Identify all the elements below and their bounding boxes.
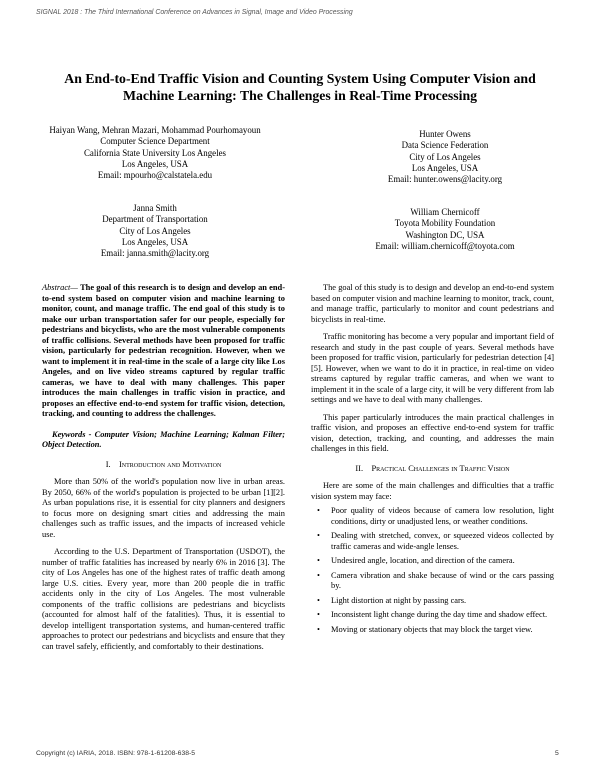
challenges-list bbox=[311, 506, 554, 635]
author-department: Data Science Federation bbox=[401, 140, 489, 151]
abstract-label: Abstract bbox=[42, 283, 71, 292]
section-heading-challenges bbox=[311, 464, 554, 475]
author-organization: City of Los Angeles bbox=[409, 151, 481, 162]
author-location: Los Angeles, USA bbox=[121, 236, 189, 247]
list-item: • Light distortion at night by passing cars. bbox=[331, 596, 554, 607]
section-number: I. bbox=[105, 459, 111, 469]
author-names: Hunter Owens bbox=[419, 129, 471, 139]
author-names: Janna Smith bbox=[133, 203, 177, 213]
author-block-3 bbox=[30, 203, 280, 259]
section-heading-intro bbox=[42, 460, 285, 471]
intro-paragraph-2: According to the U.S. Department of Transportation (USDOT), the number of traffic fatalities has increased by nearly 6% in 2016 [3]. The city of Los Angeles has one of the highest rates of traffic death among large U.S. cities. Every year, more than 200 people die in traffic accidents only in the city of Los Angeles. The most vulnerable components of the traffic collisions are pedestrians and bicyclists (accounted for almost half of the fatalities). Thus, it is essential to develop intelligent transportation systems, and human-centered traffic approaches to protect our pedestrians and bicyclists and ensure that they can travel safely, efficiently, and comfortably to their destinations. bbox=[42, 547, 285, 651]
right-paragraph-2: Traffic monitoring has become a very popular and important field of research and study in the past couple of years. Several methods have been proposed for traffic vision, particularly for pedestrian detection [4][5]. However, when we want to do it in practice, in real-time on video streams captured by regular traffic cameras, and when we want to implement it in the scale of a large city, it will be very different from lab settings and we have to deal with many challenges. bbox=[311, 332, 554, 404]
list-item: • Moving or stationary objects that may block the target view. bbox=[331, 625, 554, 636]
abstract-text: The goal of this research is to design and develop an end-to-end system based on computer vision and machine learning to monitor, count, and manage traffic. The end goal of this study is to make our urban transportation safer for our people, especially for pedestrians and bicyclists, who are the most vulnerable components of traffic collisions. Several methods have been proposed for traffic vision, particularly for pedestrian recognition. However, when we want to implement it in real-time in the scale of a large city like Los Angeles, and on live video streams captured by regular traffic cameras, we have to deal with many challenges. This paper introduces the main challenges in traffic vision in practice, and proposes an effective end-to-end system for traffic vision, detection, tracking, and counting to address the challenges. bbox=[42, 283, 285, 418]
author-email: Email: janna.smith@lacity.org bbox=[100, 248, 210, 259]
copyright-footer: Copyright (c) IARIA, 2018. ISBN: 978-1-61208-638-5 bbox=[36, 750, 196, 757]
list-item: • Inconsistent light change during the day time and shadow effect. bbox=[331, 610, 554, 621]
author-email: Email: mpourho@calstatela.edu bbox=[97, 170, 213, 181]
section-number: II. bbox=[355, 463, 364, 473]
author-organization: City of Los Angeles bbox=[119, 225, 191, 236]
author-department: Department of Transportation bbox=[102, 214, 208, 225]
abstract: Abstract— The goal of this research is to design and develop an end-to-end system based on computer vision and machine learning to monitor, count, and manage traffic. The end goal of this study is to make our urban transportation safer for our people, especially for pedestrians and bicyclists, who are the most vulnerable components of traffic collisions. Several methods have been proposed for traffic vision, particularly for pedestrian recognition. However, when we want to implement it in real-time in the scale of a large city like Los Angeles, and on live video streams captured by regular traffic cameras, we have to deal with many challenges. This paper introduces the main challenges in traffic vision in practice, and proposes an effective end-to-end system for traffic vision, detection, tracking, and counting to address the challenges. bbox=[42, 283, 285, 418]
author-names: William Chernicoff bbox=[410, 207, 480, 217]
author-organization: Toyota Mobility Foundation bbox=[394, 218, 496, 229]
right-column bbox=[311, 283, 554, 639]
page-number: 5 bbox=[555, 750, 559, 757]
list-item: • Undesired angle, location, and direction of the camera. bbox=[331, 556, 554, 567]
author-location: Los Angeles, USA bbox=[121, 158, 189, 169]
list-item: • Camera vibration and shake because of wind or the cars passing by. bbox=[331, 571, 554, 592]
author-email: Email: william.chernicoff@toyota.com bbox=[375, 240, 515, 251]
author-block-4 bbox=[320, 207, 570, 252]
keywords: Keywords - Computer Vision; Machine Learning; Kalman Filter; Object Detection. bbox=[42, 429, 285, 449]
list-item: • Poor quality of videos because of camera low resolution, light conditions, dirty or unadjusted lens, or weather conditions. bbox=[331, 506, 554, 527]
author-location: Los Angeles, USA bbox=[411, 162, 479, 173]
intro-paragraph-1: More than 50% of the world's population now live in urban areas. By 2050, 66% of the world's population is projected to be urban [1][2]. As urban populations rise, it is essential for city planners and designers to focus more on designing smart cities and addressing the main challenges such as traffic issues, and the impacts of increased vehicle use. bbox=[42, 477, 285, 539]
section-title: Introduction and Motivation bbox=[118, 459, 222, 469]
list-item: • Dealing with stretched, convex, or squeezed videos collected by traffic cameras and wide-angle lenses. bbox=[331, 531, 554, 552]
author-organization: California State University Los Angeles bbox=[84, 147, 226, 158]
right-paragraph-1: The goal of this study is to design and develop an end-to-end system based on computer vision and machine learning to monitor, track, count, and manage traffic, particularly to monitor and count pedestrians and bicyclists in real-time. bbox=[311, 283, 554, 324]
section-title: Practical Challenges in Traffic Vision bbox=[371, 463, 510, 473]
challenges-intro: Here are some of the main challenges and difficulties that a traffic vision system may face: bbox=[311, 481, 554, 501]
left-column bbox=[42, 283, 285, 659]
author-email: Email: hunter.owens@lacity.org bbox=[387, 174, 503, 185]
conference-header: SIGNAL 2018 : The Third International Conference on Advances in Signal, Image and Video Processing bbox=[36, 9, 353, 16]
author-department: Computer Science Department bbox=[100, 136, 210, 147]
right-paragraph-3: This paper particularly introduces the main practical challenges in traffic vision, and proposes an effective end-to-end system for traffic vision, detection, tracking, and counting, and addresses the main challenges in this field. bbox=[311, 412, 554, 453]
author-block-1 bbox=[30, 125, 280, 181]
paper-title: An End-to-End Traffic Vision and Counting System Using Computer Vision and Machine Learning: The Challenges in Real-Time Processing bbox=[64, 71, 536, 103]
author-location: Washington DC, USA bbox=[405, 229, 485, 240]
author-names: Haiyan Wang, Mehran Mazari, Mohammad Pourhomayoun bbox=[49, 125, 261, 135]
author-block-2 bbox=[320, 129, 570, 185]
